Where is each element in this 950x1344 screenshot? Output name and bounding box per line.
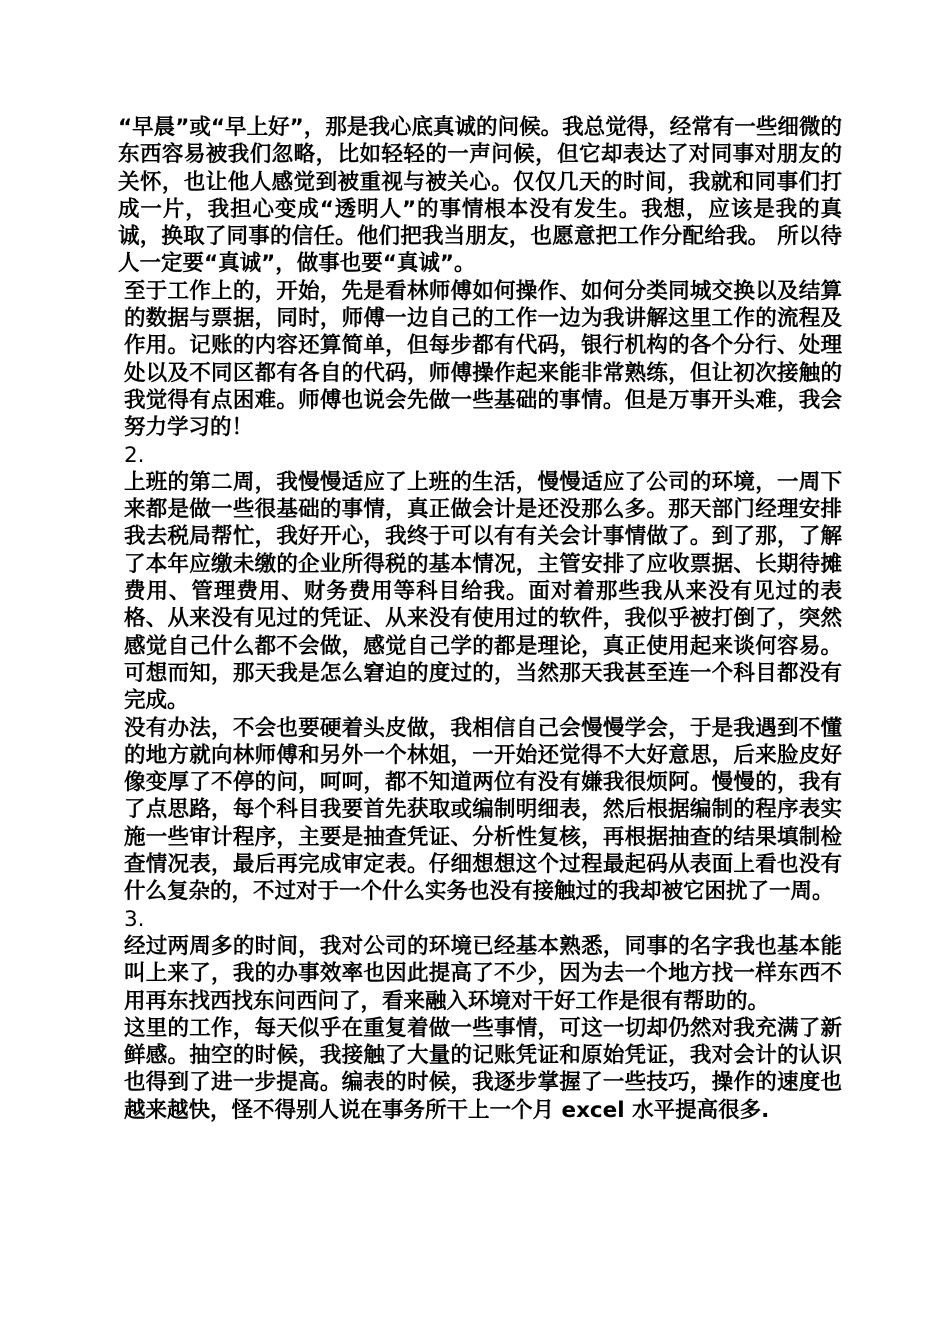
section-number-2: 2. [124,442,145,468]
paragraph-work-start: 至于工作上的，开始，先是看林师傅如何操作、如何分类同城交换以及结算的数据与票据，同时，师傅一边自己的工作一边为我讲解这里工作的流程及作用。记账的内容还算简单，但每步都有代码，银行机构的各个分行、处理处以及不同区都有各自的代码，师傅操作起来能非常熟练，但让初次接触的我觉得有点困难。师傅也说会先做一些基础的事情。但是万事开头难，我会努力学习的！ [124,278,842,441]
document-body [118,114,842,1124]
paragraph-daily-work: 这里的工作，每天似乎在重复着做一些事情，可这一切却仍然对我充满了新鲜感。抽空的时候，我接触了大量的记账凭证和原始凭证，我对会计的认识也得到了进一步提高。编表的时候，我逐步掌握了一些技巧，操作的速度也越来越快，怪不得别人说在事务所干上一个月 excel 水平提高很多. [124,1015,842,1123]
paragraph-second-week: 上班的第二周，我慢慢适应了上班的生活，慢慢适应了公司的环境，一周下来都是做一些很基础的事情，真正做会计是还没那么多。那天部门经理安排我去税局帮忙，我好开心，我终于可以有有关会计事情做了。到了那，了解了本年应缴未缴的企业所得税的基本情况，主管安排了应收票据、长期待摊费用、管理费用、财务费用等科目给我。面对着那些我从来没有见过的表格、从来没有见过的凭证、从来没有使用过的软件，我似乎被打倒了，突然感觉自己什么都不会做，感觉自己学的都是理论，真正使用起来谈何容易。可想而知，那天我是怎么窘迫的度过的，当然那天我甚至连一个科目都没有完成。 [124,469,842,714]
paragraph-greeting: “早晨”或“早上好”，那是我心底真诚的问候。我总觉得，经常有一些细微的东西容易被我们忽略，比如轻轻的一声问候，但它却表达了对同事对朋友的关怀，也让他人感觉到被重视与被关心。仅仅几天的时间，我就和同事们打成一片，我担心变成“透明人”的事情根本没有发生。我想，应该是我的真诚，换取了同事的信任。他们把我当朋友，也愿意把工作分配给我。 所以待人一定要“真诚”，做事也要“真诚”。 [118,115,842,277]
paragraph-learning: 没有办法，不会也要硬着头皮做，我相信自己会慢慢学会，于是我遇到不懂的地方就向林师傅和另外一个林姐，一开始还觉得不大好意思，后来脸皮好像变厚了不停的问，呵呵，都不知道两位有没有嫌我很烦阿。慢慢的，我有了点思路，每个科目我要首先获取或编制明细表，然后根据编制的程序表实施一些审计程序，主要是抽查凭证、分析性复核，再根据抽查的结果填制检查情况表，最后再完成审定表。仔细想想这个过程最起码从表面上看也没有什么复杂的，不过对于一个什么实务也没有接触过的我却被它困扰了一周。 [124,715,842,905]
paragraph-two-weeks: 经过两周多的时间，我对公司的环境已经基本熟悉，同事的名字我也基本能叫上来了，我的办事效率也因此提高了不少，因为去一个地方找一样东西不用再东找西找东问西问了，看来融入环境对干好工作是很有帮助的。 [124,933,842,1014]
section-number-3: 3. [124,906,145,932]
